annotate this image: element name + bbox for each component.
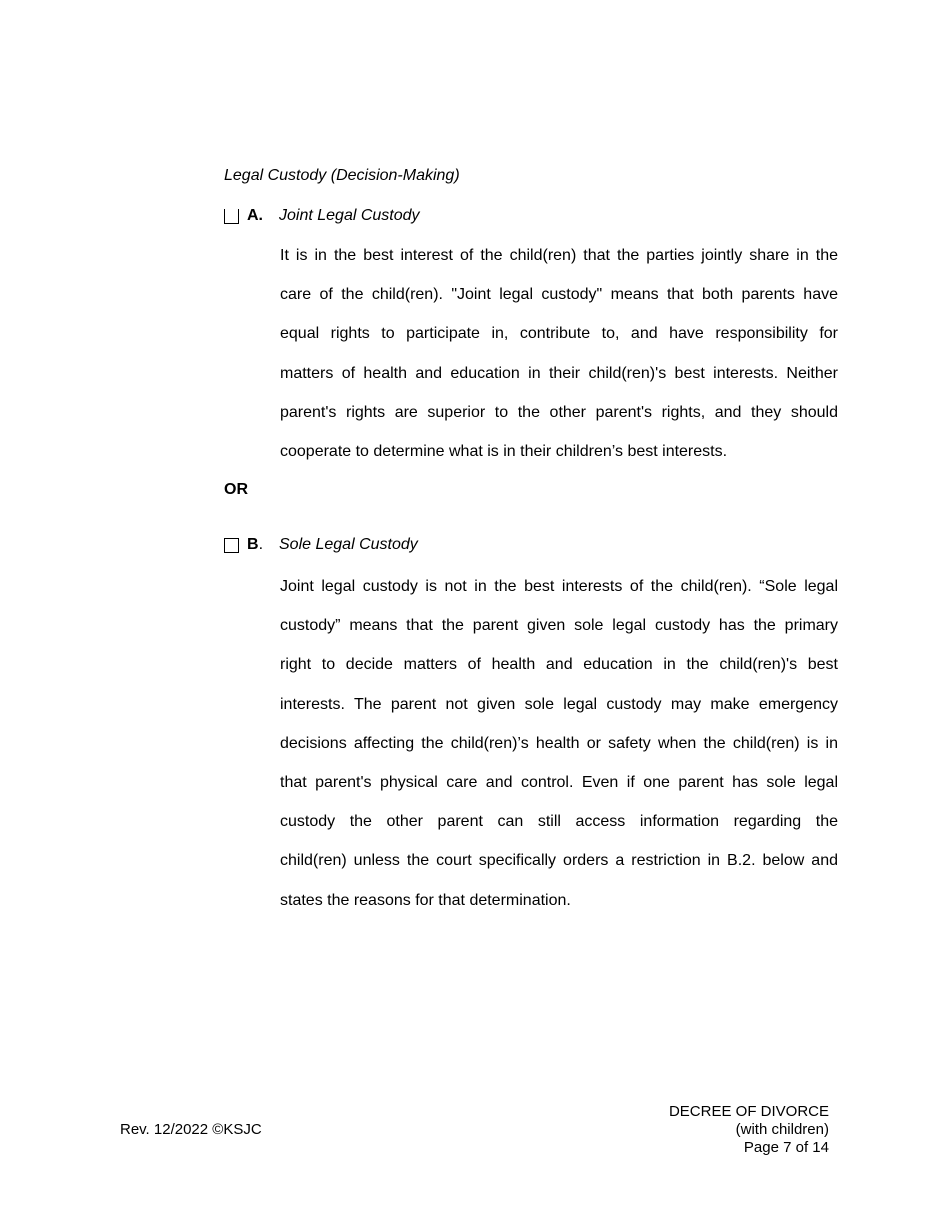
option-a-checkbox[interactable] — [224, 209, 239, 224]
paragraph-line: It is in the best interest of the child(ren) that the parties jointly share in the — [280, 247, 838, 264]
footer-revision: Rev. 12/2022 ©KSJC — [120, 1121, 262, 1138]
option-a-title: Joint Legal Custody — [279, 207, 420, 224]
option-b-letter: B. — [247, 536, 264, 553]
paragraph-line: cooperate to determine what is in their children’s best interests. — [280, 443, 728, 461]
footer-doc-title: DECREE OF DIVORCE — [668, 1103, 829, 1120]
paragraph-line: matters of health and education in their child(ren)'s best interests. Neither — [280, 364, 838, 382]
footer-page-number: Page 7 of 14 — [743, 1139, 829, 1156]
option-b-title: Sole Legal Custody — [279, 536, 418, 553]
option-a-letter: A. — [247, 207, 263, 224]
paragraph-line: states the reasons for that determination. — [280, 891, 571, 909]
paragraph-line: right to decide matters of health and education in the child(ren)'s best — [280, 656, 838, 674]
footer-doc-subtitle: (with children) — [735, 1121, 829, 1138]
section-heading: Legal Custody (Decision-Making) — [224, 167, 460, 184]
option-b-checkbox[interactable] — [224, 538, 239, 553]
paragraph-line: interests. The parent not given sole legal custody may make emergency — [280, 695, 838, 713]
paragraph-line: custody the other parent can still access information regarding the — [280, 813, 838, 831]
paragraph-line: custody” means that the parent given sole legal custody has the primary — [280, 617, 838, 635]
paragraph-line: decisions affecting the child(ren)’s health or safety when the child(ren) is in — [280, 734, 838, 752]
footer-doc-info — [669, 1103, 829, 1157]
paragraph-line: child(ren) unless the court specifically orders a restriction in B.2. below and — [280, 852, 838, 870]
paragraph-line: parent's rights are superior to the other parent's rights, and they should — [280, 403, 838, 421]
paragraph-line: care of the child(ren). "Joint legal custody" means that both parents have — [280, 286, 838, 304]
option-b-paragraph — [280, 567, 838, 920]
option-a-row — [224, 206, 420, 226]
paragraph-line: that parent's physical care and control. Even if one parent has sole legal — [280, 774, 838, 792]
paragraph-line: equal rights to participate in, contribute to, and have responsibility for — [280, 325, 838, 343]
option-a-paragraph — [280, 236, 838, 471]
or-separator: OR — [224, 481, 248, 498]
option-b-row — [224, 535, 418, 555]
paragraph-line: Joint legal custody is not in the best interests of the child(ren). “Sole legal — [280, 578, 838, 595]
